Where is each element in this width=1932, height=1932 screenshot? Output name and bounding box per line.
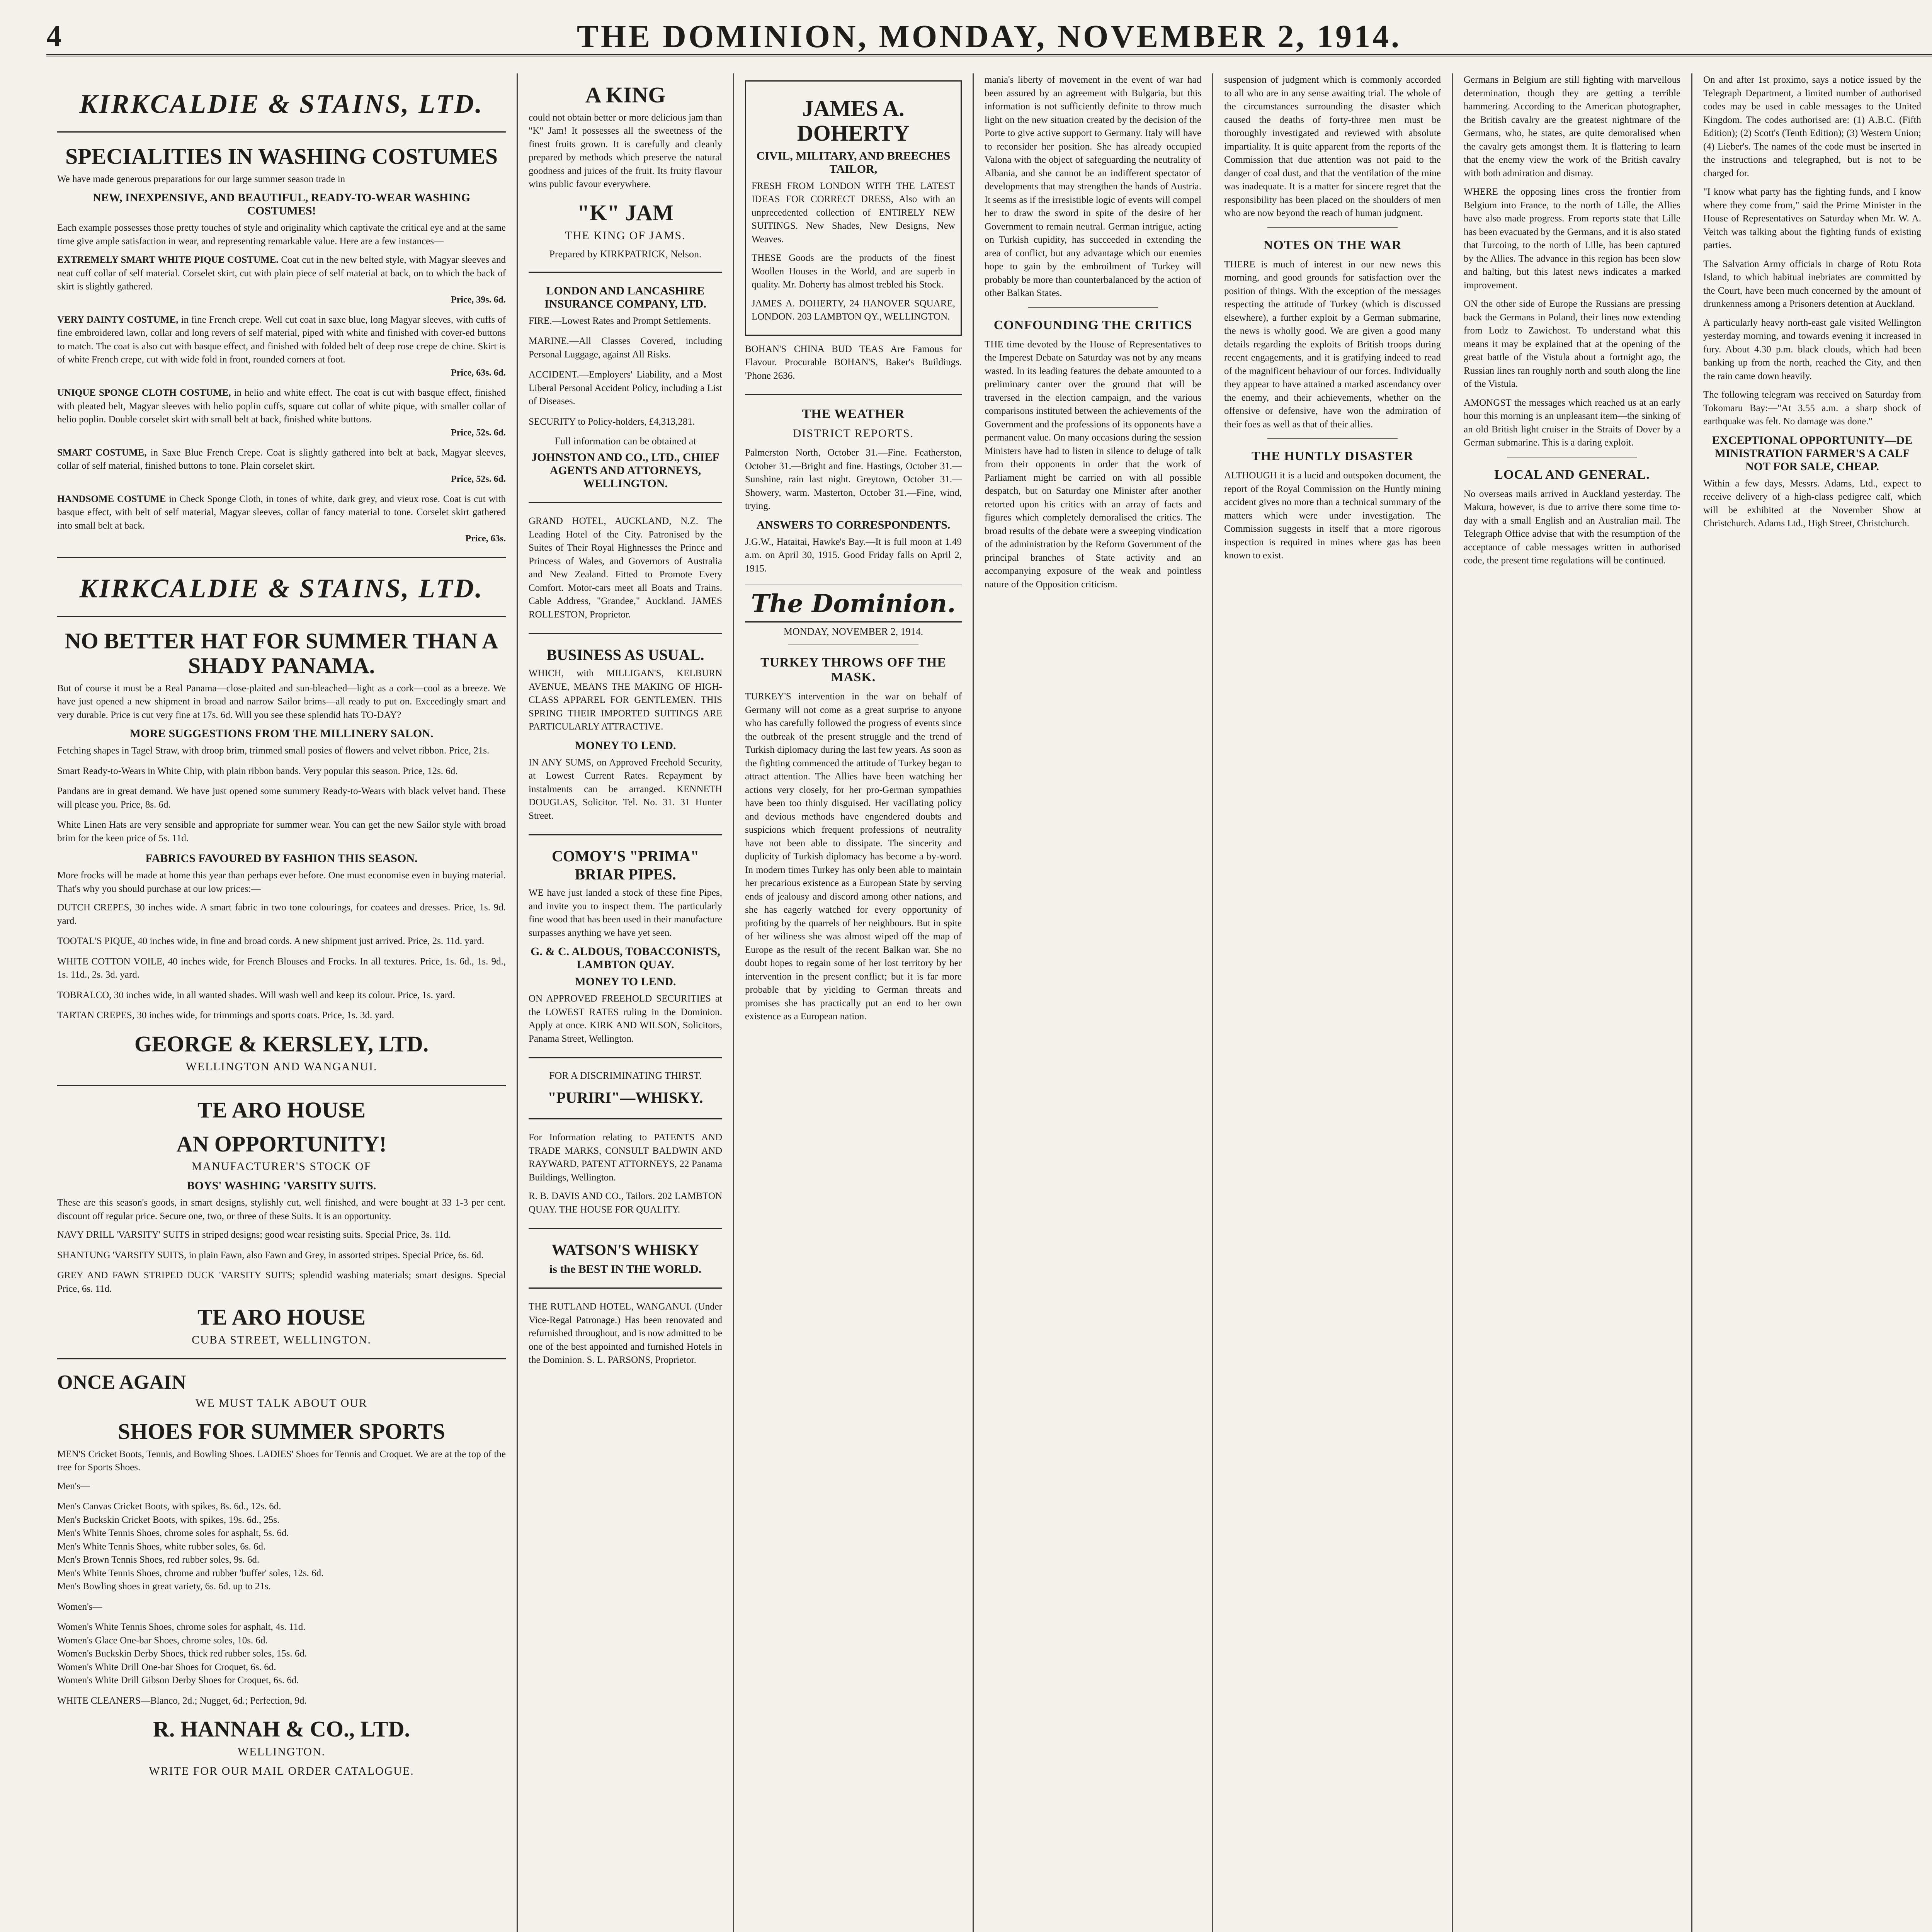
mens-label: Men's—	[57, 1481, 90, 1492]
lancs-agent: JOHNSTON AND CO., LTD., CHIEF AGENTS AND ATTORNEYS, WELLINGTON.	[531, 451, 719, 490]
costume-item: HANDSOME COSTUME in Check Sponge Cloth, in tones of white, dark grey, and vieux rose. Coat is cut with basque effect, with belt of self material, Magyar sleeves, collar of fancy material to tone. Corselet skirt gathered into small belt at back. Price, 63s.	[57, 493, 506, 544]
money-body: IN ANY SUMS, on Approved Freehold Security, at Lowest Current Rates. Repayment by instalments can be arranged. KENNETH DOUGLAS, Solicitor. Tel. No. 31. 31 Hunter Street.	[529, 757, 722, 821]
local-paragraph: "I know what party has the fighting funds, and I know where they come from," said the Prime Minister in the House of Representatives on Saturday when Mr. W. A. Veitch was talking about the fighting funds of existing parties.	[1703, 187, 1921, 250]
doherty-ad	[745, 80, 962, 336]
rutland-hotel: THE RUTLAND HOTEL, WANGANUI. (Under Vice-Regal Patronage.) Has been renovated and refurnished throughout, and is now admitted to be one of the best appointed and furnished Hotels in the Dominion. S. L. PARSONS, Proprietor.	[529, 1301, 722, 1366]
kirkcaldie-name-bottom: KIRKCALDIE & STAINS, LTD.	[79, 574, 484, 604]
davis: R. B. DAVIS AND CO., Tailors. 202 LAMBTON QUAY. THE HOUSE FOR QUALITY.	[529, 1191, 722, 1215]
leader-body: TURKEY'S intervention in the war on behalf of Germany will not come as a great surprise to anyone who has carefully followed the progress of events since the outbreak of the present struggle and the trend of Turkish diplomacy during the last few years. As soon as the fighting commenced the attitude of Turkey began to attract attention. The Allies have been watching her actions very closely, for her pro-German sympathies have been too thinly disguised. Her vacillating policy and devious methods have engendered doubts and suspicions which frequent professions of neutrality have not been able to dissipate. The sincerity and duplicity of Turkish diplomacy has become a by-word. In modern times Turkey has only been able to maintain her precarious existence as a European State by serving ends of jealousy and discord among other nations, and she has eagerly watched for every opportunity of profiting by the quarrels of her neighbours. But in spite of her wiliness she was almost wiped off the map of Europe as the result of the recent Balkan war. She no doubt hopes to regain some of her lost territory by her intervention in the present conflict; but it is far more probable that by yielding to German threats and promises she has practically put an end to her own existence as a European nation.	[745, 691, 962, 1022]
bohan-ad: BOHAN'S CHINA BUD TEAS Are Famous for Flavour. Procurable BOHAN'S, Baker's Buildings. 'Phone 2636.	[745, 344, 962, 381]
column-editorial-3	[1213, 73, 1453, 1932]
shoe-item: Women's White Drill One-bar Shoes for Croquet, 6s. 6d.	[57, 1662, 276, 1672]
doherty-address: JAMES A. DOHERTY, 24 HANOVER SQUARE, LONDON. 203 LAMBTON QY., WELLINGTON.	[752, 298, 955, 322]
patents: For Information relating to PATENTS AND TRADE MARKS, CONSULT BALDWIN AND RAYWARD, PATENT ATTORNEYS, 22 Panama Buildings, Wellington.	[529, 1132, 722, 1183]
shoes-body: MEN'S Cricket Boots, Tennis, and Bowling Shoes. LADIES' Shoes for Tennis and Croquet. We are at the top of the tree for Sports Shoes.	[57, 1449, 506, 1473]
war-notes-paragraph: AMONGST the messages which reached us at an early hour this morning is an unpleasant item—the sinking of an old British light cruiser in the Straits of Dover by a German submarine. This is a daring exploit.	[1464, 397, 1680, 448]
doherty-body: FRESH FROM LONDON WITH THE LATEST IDEAS FOR CORRECT DRESS, Also with an unprecedented collection of ENTIRELY NEW SUITINGS. New Shades, New Designs, New Weaves.	[752, 180, 955, 245]
king-title: A KING	[585, 82, 666, 107]
costume-item: EXTREMELY SMART WHITE PIQUE COSTUME. Coat cut in the new belted style, with Magyar sleeves and neat cuff collar of self material. Corselet skirt, cut with plain piece of self material at back, on to which the back of skirt is slightly gathered. Price, 39s. 6d.	[57, 255, 506, 305]
huntly-body: ALTHOUGH it is a lucid and outspoken document, the report of the Royal Commission on the Huntly mining accident gives no more than a technical summary of the matters which were under investigation. The Commission suggests in itself that a more rigorous inspection is required in mines where gas has been known to exist.	[1224, 470, 1441, 561]
lancs-item: FIRE.—Lowest Rates and Prompt Settlements.	[529, 315, 711, 326]
business-heading: BUSINESS AS USUAL.	[546, 646, 704, 664]
cleaners: WHITE CLEANERS—Blanco, 2d.; Nugget, 6d.; Perfection, 9d.	[57, 1695, 307, 1706]
fabric-item: DUTCH CREPES, 30 inches wide. A smart fabric in two tone colourings, for coatees and dresses. Price, 1s. 9d. yard.	[57, 902, 506, 926]
kirkcaldie-name-top: KIRKCALDIE & STAINS, LTD.	[79, 89, 484, 119]
millinery-item: Pandans are in great demand. We have just opened some summery Ready-to-Wears with black velvet band. These will please you. Price, 8s. 6d.	[57, 786, 506, 810]
shoe-item: Women's Glace One-bar Shoes, chrome soles, 10s. 6d.	[57, 1635, 268, 1646]
local-general-body: No overseas mails arrived in Auckland yesterday. The Makura, however, is due to arrive there some time to-day with a small English and an Australian mail. The Telegraph Office advise that with the resumption of the acceptance of cable messages written in authorised code, the present time regulations will be continued.	[1464, 488, 1680, 566]
shoe-item: Men's White Tennis Shoes, chrome soles for asphalt, 5s. 6d.	[57, 1528, 289, 1539]
hannah-name: R. HANNAH & CO., LTD.	[153, 1716, 410, 1742]
k-jam-sub: THE KING OF JAMS.	[565, 229, 686, 242]
column-advertising	[46, 73, 518, 1932]
shoe-item: Men's White Tennis Shoes, chrome and rubber 'buffer' soles, 12s. 6d.	[57, 1568, 324, 1578]
money2-body: ON APPROVED FREEHOLD SECURITIES at the LOWEST RATES ruling in the Dominion. Apply at once. KIRK AND WILSON, Solicitors, Panama Street, Wellington.	[529, 993, 722, 1044]
money2-heading: MONEY TO LEND.	[575, 975, 676, 988]
watson-name: WATSON'S WHISKY	[551, 1241, 699, 1259]
hat-body: But of course it must be a Real Panama—close-plaited and sun-bleached—light as a cork—cool as a breeze. We have just opened a new shipment in broad and narrow Sailor brims—all ready to put on. Exceedingly smart and very durable. Price is cut very fine at 17s. 6d. Will you see these splendid hats TO-DAY?	[57, 683, 506, 720]
huntly-heading: THE HUNTLY DISASTER	[1252, 449, 1413, 463]
doherty-goods: THESE Goods are the products of the finest Woollen Houses in the World, and are superb in quality. Mr. Doherty has almost trebled his Stock.	[752, 253, 955, 290]
lancs-item: SECURITY to Policy-holders, £4,313,281.	[529, 416, 695, 427]
te-aro-name-bottom: TE ARO HOUSE	[197, 1304, 366, 1330]
shoe-item: Women's White Tennis Shoes, chrome soles for asphalt, 4s. 11d.	[57, 1622, 306, 1633]
leader-heading: TURKEY THROWS OFF THE MASK.	[760, 655, 947, 685]
column-editorial-2	[974, 73, 1213, 1932]
aldous: G. & C. ALDOUS, TOBACCONISTS, LAMBTON QUAY.	[531, 945, 720, 971]
watson-sub: is the BEST IN THE WORLD.	[549, 1263, 702, 1276]
dateline: MONDAY, NOVEMBER 2, 1914.	[783, 626, 923, 638]
doherty-name: JAMES A. DOHERTY	[797, 96, 910, 146]
weather-body: Palmerston North, October 31.—Fine. Featherston, October 31.—Bright and fine. Hastings, October 31.—Sunshine, rain last night. Greytown, October 31.—Showery, warm. Masterton, October 31.—Fine, wind, trying.	[745, 447, 962, 512]
shoe-item: Men's Buckskin Cricket Boots, with spikes, 19s. 6d., 25s.	[57, 1514, 280, 1525]
answers-body: J.G.W., Hataitai, Hawke's Bay.—It is full moon at 1.49 a.m. on April 30, 1915. Good Friday falls on April 2, 1915.	[745, 536, 962, 574]
te-aro-item: NAVY DRILL 'VARSITY' SUITS in striped designs; good wear resisting suits. Special Price, 3s. 11d.	[57, 1230, 451, 1240]
washing-body: Each example possesses those pretty touches of style and originality which captivate the critical eye and at the same time give ample satisfaction in wear, and representing remarkable value. Here are a few instances—	[57, 223, 506, 247]
fabric-item: TARTAN CREPES, 30 inches wide, for trimmings and sports coats. Price, 1s. 3d. yard.	[57, 1010, 395, 1021]
doherty-role: CIVIL, MILITARY, AND BREECHES TAILOR,	[756, 149, 951, 175]
george-kersley-name: GEORGE & KERSLEY, LTD.	[134, 1031, 429, 1056]
pipes-heading: COMOY'S "PRIMA" BRIAR PIPES.	[551, 847, 699, 883]
costume-item: VERY DAINTY COSTUME, in fine French crepe. Well cut coat in saxe blue, long Magyar sleeves, with cuffs of fine embroidered lawn, collar and long revers of self material, piped with white and finished with cover-ed buttons to match. The coat is also cut with basque effect, and finished with folded belt of deep rose crepe de chine. Skirt is of white French crepe, cut with wide fold in front, rounded corners at foot. Price, 63s. 6d.	[57, 314, 506, 378]
war-notes-paragraph: ON the other side of Europe the Russians are pressing back the Germans in Poland, their lines now extending from Lodz to Zawichost. To understand what this means it may be explained that at the opening of the great battle of the Vistula about a fortnight ago, the Russian lines ran roughly north and south along the line of the Vistula.	[1464, 299, 1680, 389]
te-aro-name: TE ARO HOUSE	[197, 1097, 366, 1122]
war-notes-paragraph: WHERE the opposing lines cross the frontier from Belgium into France, to the north of Lille, the Allies have also made progress. From reports state that Lille has been evacuated by the Germans, and it is also stated that Turcoing, to the north of Lille, has been captured by the Allies. The advance in this region has been slow and halting, but this latest news indicates a marked improvement.	[1464, 187, 1680, 291]
shoe-item: Women's White Drill Gibson Derby Shoes for Croquet, 6s. 6d.	[57, 1675, 299, 1686]
local-paragraph: The following telegram was received on Saturday from Tokomaru Bay:—"At 3.55 a.m. a sharp shock of earthquake was felt. No damage was done."	[1703, 389, 1921, 427]
whisky-intro: FOR A DISCRIMINATING THIRST.	[549, 1070, 702, 1082]
grand-hotel: GRAND HOTEL, AUCKLAND, N.Z. The Leading Hotel of the City. Patronised by the Suites of Their Royal Highnesses the Prince and Princess of Wales, and Governors of Australia and New Zealand. Fitted to Promote Every Comfort. Motor-cars meet all Boats and Trains. Cable Address, "Grandee," Auckland. JAMES ROLLESTON, Proprietor.	[529, 516, 722, 620]
fabric-item: TOBRALCO, 30 inches wide, in all wanted shades. Will wash well and keep its colour. Price, 1s. yard.	[57, 990, 455, 1000]
war-notes-continued: Germans in Belgium are still fighting with marvellous determination, though they are getting a terrible hammering. According to the American photographer, the British cavalry are the greatest nightmare of the Germans, who, he states, are quite demoralised when the cavalry gets amongst them. It is flattering to learn that the enemy view the work of the British cavalry with both admiration and dismay.	[1464, 75, 1680, 179]
dominion-nameplate: The Dominion.	[745, 585, 962, 623]
page-number: 4	[46, 19, 61, 53]
critics-heading: CONFOUNDING THE CRITICS	[993, 318, 1192, 332]
shoe-item: Men's Canvas Cricket Boots, with spikes, 8s. 6d., 12s. 6d.	[57, 1501, 281, 1512]
weather-sub: DISTRICT REPORTS.	[793, 427, 914, 440]
editorial-continued: suspension of judgment which is commonly accorded to all who are in any sense awaiting trial. The whole of the circumstances surrounding the disaster which caused the deaths of forty-three men must be thoroughly investigated and reviewed with absolute impartiality. It is quite apparent from the reports of the Commission that due attention was not paid to the danger of coal dust, and that the ventilation of the mine was inadequate. It is a matter for sincere regret that the responsibility has been placed on the shoulders of men who are now beyond the reach of human judgment.	[1224, 75, 1441, 218]
te-aro-opportunity: AN OPPORTUNITY!	[176, 1131, 387, 1156]
millinery-heading: MORE SUGGESTIONS FROM THE MILLINERY SALON.	[129, 727, 434, 740]
money-heading: MONEY TO LEND.	[575, 739, 676, 752]
hannah-city: WELLINGTON.	[237, 1745, 326, 1759]
fabrics-heading: FABRICS FAVOURED BY FASHION THIS SEASON.	[145, 852, 418, 865]
weather-heading: THE WEATHER	[802, 407, 905, 422]
te-aro-boys: BOYS' WASHING 'VARSITY SUITS.	[187, 1179, 376, 1192]
te-aro-item: SHANTUNG 'VARSITY SUITS, in plain Fawn, also Fawn and Grey, in assorted stripes. Special Price, 6s. 6d.	[57, 1250, 484, 1260]
shoe-item: Men's Bowling shoes in great variety, 6s. 6d. up to 21s.	[57, 1581, 271, 1592]
column-editorial-4	[1453, 73, 1692, 1932]
k-jam-packer: Prepared by KIRKPATRICK, Nelson.	[549, 248, 702, 260]
washing-heading: SPECIALITIES IN WASHING COSTUMES	[65, 144, 498, 169]
critics-body: THE time devoted by the House of Representatives to the Imperest Debate on Saturday was not by any means wasted. In its leading features the debate amounted to a preliminary canter over the ground that will be traversed in the election campaign, and the various comparisons instituted between the achievements of the Government and the professions of its opponents have a permanent value. On many occasions during the session Ministers have had to listen in silence to deluge of talk from their opponents in order that the work of Parliament might be carried on with all possible despatch, but on Saturday one Minister after another retorted upon his critics with an array of facts and figures which completely demoralised the critics. The broad results of the debate were a sweeping vindication of the administration by the Reform Government of the principal branches of State activity and an accompanying exposure of the weak and pointless nature of the Opposition criticism.	[985, 339, 1201, 590]
shoes-heading: SHOES FOR SUMMER SPORTS	[117, 1419, 446, 1444]
exceptional-body: Within a few days, Messrs. Adams, Ltd., expect to receive delivery of a high-class pedigree calf, which will be exhibited at the November Show at Christchurch. Adams Ltd., High Street, Christchurch.	[1703, 478, 1921, 529]
king-body: could not obtain better or more delicious jam than "K" Jam! It possesses all the sweetness of the finest fruits grown. It is carefully and cleanly prepared by methods which preserve the natural goodness and juices of the fruit. Its fruity flavour wins public favour everywhere.	[529, 112, 722, 190]
milligan-body: WHICH, with MILLIGAN'S, KELBURN AVENUE, MEANS THE MAKING OF HIGH-CLASS APPAREL FOR GENTLEMEN. THIS SPRING THEIR IMPORTED SUITINGS ARE PARTICULARLY ATTRACTIVE.	[529, 668, 722, 732]
masthead	[46, 15, 1932, 56]
costume-item: UNIQUE SPONGE CLOTH COSTUME, in helio and white effect. The coat is cut with basque effect, finished with pleated belt, Magyar sleeves with helio poplin cuffs, square cut collar of white pique, with smaller collar of helio poplin. Double corselet skirt with small belt at back, finished white buttons. Price, 52s. 6d.	[57, 388, 506, 438]
shoe-item: Women's Buckskin Derby Shoes, thick red rubber soles, 15s. 6d.	[57, 1648, 307, 1659]
millinery-item: Smart Ready-to-Wears in White Chip, with plain ribbon bands. Very popular this season. Price, 12s. 6d.	[57, 765, 458, 776]
column-small-ads	[518, 73, 734, 1932]
column-editorial-1	[734, 73, 974, 1932]
editorial-continued: mania's liberty of movement in the event of war had been assured by an agreement with Bulgaria, but this information is not sufficiently definite to throw much light on the new situation created by the decision of the Porte to give active support to Germany. Italy will have to reconsider her position. She has already occupied Valona with the object of safeguarding the neutrality of Albania, and she cannot be an indifferent spectator of developments that may strengthen the hands of Austria. It seems as if the irresistible logic of events will compel her to draw the sword in spite of the desire of her Government to remain neutral. German intrigue, acting on Turkish cupidity, has succeeded in extending the area of conflict, but any advantage which our enemies hope to gain by the embroilment of Turkey will probably be more than counterbalanced by the action of other Balkan States.	[985, 75, 1201, 298]
newspaper-title: THE DOMINION, MONDAY, NOVEMBER 2, 1914.	[577, 19, 1402, 54]
washing-sub: NEW, INEXPENSIVE, AND BEAUTIFUL, READY-TO-WEAR WASHING COSTUMES!	[93, 191, 470, 218]
hat-heading: NO BETTER HAT FOR SUMMER THAN A SHADY PANAMA.	[65, 628, 498, 679]
lancs-title: LONDON AND LANCASHIRE INSURANCE COMPANY, LTD.	[544, 284, 706, 310]
washing-intro: We have made generous preparations for our large summer season trade in	[57, 173, 345, 184]
lancs-item: MARINE.—All Classes Covered, including Personal Luggage, against All Risks.	[529, 336, 722, 360]
answers-heading: ANSWERS TO CORRESPONDENTS.	[756, 518, 951, 531]
millinery-item: White Linen Hats are very sensible and appropriate for summer wear. You can get the new Sailor style with broad brim for the keen price of 5s. 11d.	[57, 820, 506, 844]
pipes-body: WE have just landed a stock of these fine Pipes, and invite you to inspect them. The particularly fine wood that has been used in their manufacture surpasses anything we have yet seen.	[529, 888, 722, 938]
hannah-write: WRITE FOR OUR MAIL ORDER CATALOGUE.	[149, 1765, 414, 1778]
womens-label: Women's—	[57, 1601, 102, 1612]
local-paragraph: A particularly heavy north-east gale visited Wellington yesterday morning, and towards evening it increased in fury. About 4.30 p.m. black clouds, which had been banking up from the north, reached the City, and then the rain came down heavily.	[1703, 317, 1921, 381]
lancs-item: ACCIDENT.—Employers' Liability, and a Most Liberal Personal Accident Policy, including a List of Diseases.	[529, 369, 722, 407]
notes-war-body: THERE is much of interest in our new news this morning, and good grounds for satisfaction over the position of things. With the exception of the messages respecting the attitude of Turkey (which is discussed elsewhere), a further exploit by a German submarine, the news is wholly good. We are given a good many details regarding the exploits of British troops during recent engagements, and it is gratifying indeed to read of the magnificent behaviour of our forces. Individually they appear to have attained a marked ascendancy over the enemy, and their achievements, whether on the offensive or defensive, have won the admiration of their foes as well as that of their allies.	[1224, 259, 1441, 430]
lancs-info: Full information can be obtained at	[554, 435, 696, 447]
once-sub: WE MUST TALK ABOUT OUR	[196, 1397, 367, 1410]
local-general-heading: LOCAL AND GENERAL.	[1494, 467, 1650, 482]
te-aro-stock: MANUFACTURER'S STOCK OF	[191, 1160, 372, 1173]
fabrics-body: More frocks will be made at home this year than perhaps ever before. One must economise even in buying material. That's why you should purchase at our low prices:—	[57, 870, 506, 894]
george-kersley-sub: WELLINGTON AND WANGANUI.	[185, 1060, 378, 1073]
costume-item: SMART COSTUME, in Saxe Blue French Crepe. Coat is slightly gathered into belt at back, Magyar sleeves, collar of self material, finished buttons to tone. Plain corselet skirt. Price, 52s. 6d.	[57, 447, 506, 484]
local-paragraph: The Salvation Army officials in charge of Rotu Rota Island, to which habitual inebriates are committed by the Court, have been much concerned by the amount of drunkenness among a Prisoners detention at Auckland.	[1703, 259, 1921, 309]
shoe-item: Men's White Tennis Shoes, white rubber soles, 6s. 6d.	[57, 1541, 266, 1552]
column-local-news	[1692, 73, 1932, 1932]
te-aro-body: These are this season's goods, in smart designs, stylishly cut, well finished, and were bought at 33 1-3 per cent. discount off regular price. Secure one, two, or three of these Suits. It is an opportunity.	[57, 1197, 506, 1221]
whisky-name: "PURIRI"—WHISKY.	[548, 1089, 703, 1107]
te-aro-item: GREY AND FAWN STRIPED DUCK 'VARSITY SUITS; splendid washing materials; smart designs. Special Price, 6s. 11d.	[57, 1270, 506, 1294]
notes-war-heading: NOTES ON THE WAR	[1263, 238, 1402, 252]
fabric-item: WHITE COTTON VOILE, 40 inches wide, for French Blouses and Frocks. In all textures. Price, 1s. 6d., 1s. 9d., 1s. 11d., 2s. 3d. yard.	[57, 956, 506, 980]
local-paragraph: On and after 1st proximo, says a notice issued by the Telegraph Department, a limited number of authorised codes may be used in cable messages to the United Kingdom. The codes authorised are: (1) A.B.C. (Fifth Edition); (2) Scott's (Tenth Edition); (3) Western Union; (4) Lieber's. The names of the code must be inserted in the instructions and telegraphed, but is not to be charged for.	[1703, 75, 1921, 179]
te-aro-address: CUBA STREET, WELLINGTON.	[192, 1333, 371, 1347]
exceptional-heading: EXCEPTIONAL OPPORTUNITY—DE MINISTRATION FARMER'S A CALF NOT FOR SALE, CHEAP.	[1712, 434, 1913, 473]
k-jam: "K" JAM	[577, 200, 674, 225]
shoe-item: Men's Brown Tennis Shoes, red rubber soles, 9s. 6d.	[57, 1554, 260, 1565]
fabric-item: TOOTAL'S PIQUE, 40 inches wide, in fine and broad cords. A new shipment just arrived. Price, 2s. 11d. yard.	[57, 936, 485, 947]
millinery-item: Fetching shapes in Tagel Straw, with droop brim, trimmed small posies of flowers and velvet ribbon. Price, 21s.	[57, 745, 490, 756]
once-heading: ONCE AGAIN	[57, 1371, 186, 1394]
